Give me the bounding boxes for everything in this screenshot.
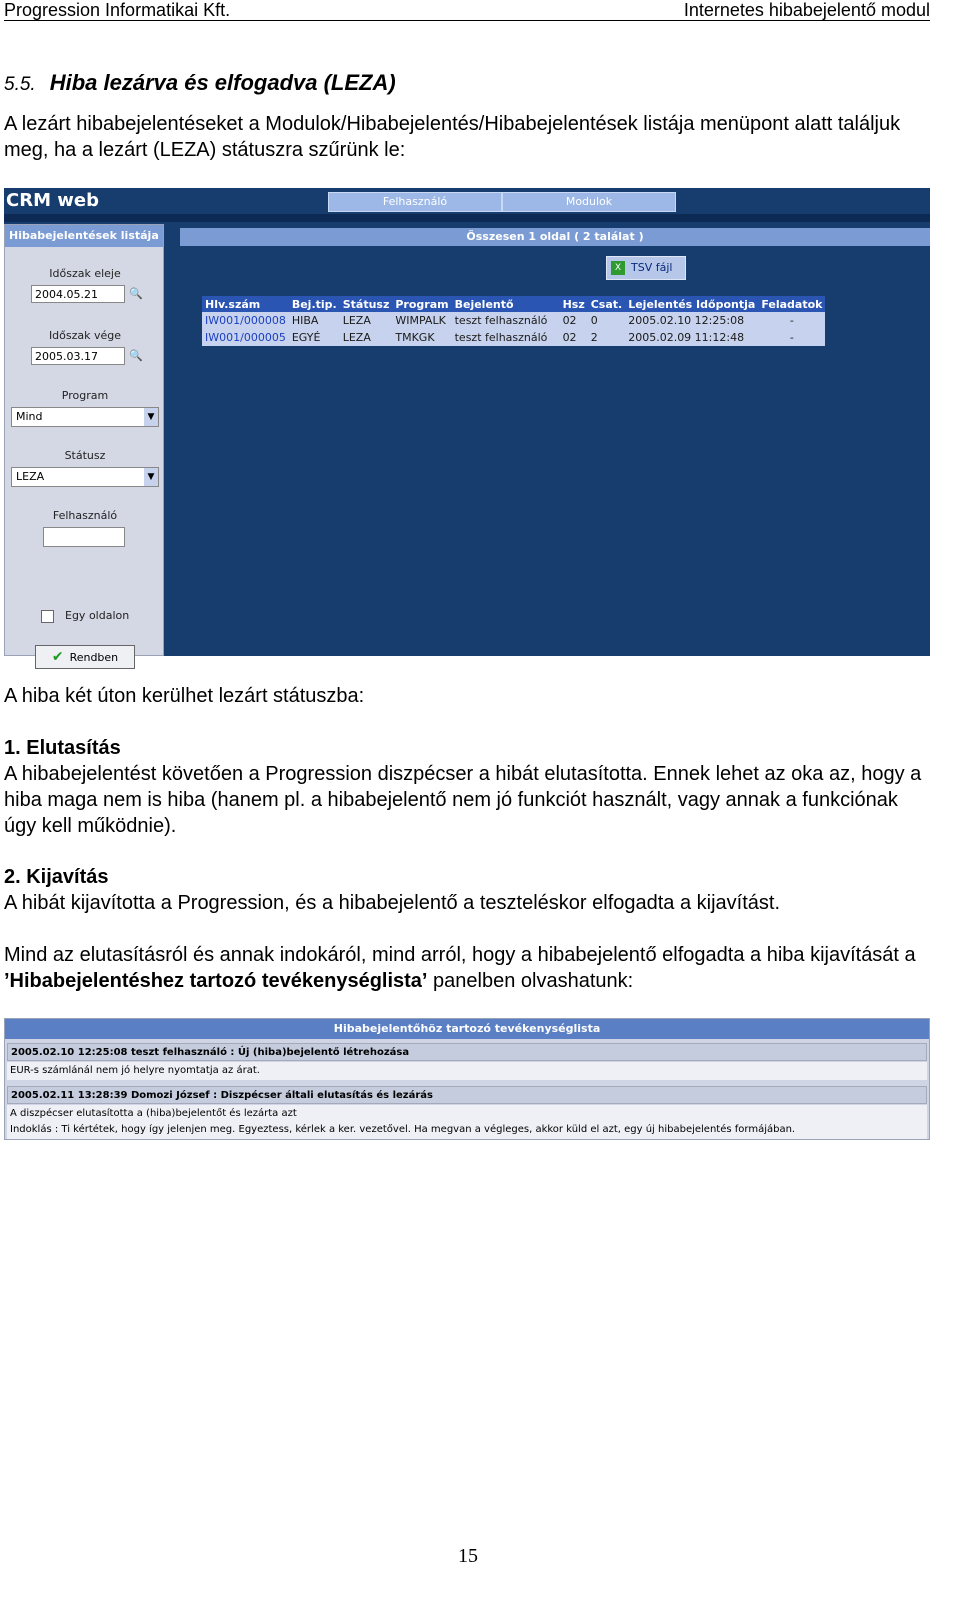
user-input[interactable] (43, 527, 125, 547)
cell: teszt felhasználó (452, 312, 560, 329)
item1-heading: 1. Elutasítás (4, 737, 121, 759)
cell: 2 (588, 329, 625, 346)
crm-strip (4, 214, 930, 222)
cell: 0 (588, 312, 625, 329)
ok-button-label: Rendben (69, 651, 119, 664)
cell: - (758, 329, 825, 346)
cell: 2005.02.09 11:12:48 (625, 329, 758, 346)
list-item: Indoklás : Ti kértétek, hogy így jelenjen meg. Egyeztess, kérlek a ker. vezetővel. Ha megvan a végleges, akkor küld el azt, egy új hibabejelentés formájában. (7, 1121, 927, 1139)
column-header[interactable]: Bejelentő (452, 296, 560, 312)
list-item: 2005.02.11 13:28:39 Domozi József : Diszpécser általi elutasítás és lezárás (7, 1086, 927, 1104)
intro-paragraph: A lezárt hibabejelentéseket a Modulok/Hibabejelentés/Hibabejelentések listája menüpont alatt találjuk meg, ha a lezárt (LEZA) státuszra szűrünk le: (4, 113, 901, 161)
crm-logo: CRM web (6, 190, 99, 211)
filter-sidebar (4, 224, 164, 665)
paragraph-two-ways: A hiba két úton kerülhet lezárt státuszba: (4, 685, 365, 707)
cell: EGYÉ (289, 329, 340, 346)
status-label: Státusz (64, 449, 106, 462)
chevron-down-icon[interactable]: ▼ (144, 468, 158, 486)
results-panel (180, 224, 930, 656)
column-header[interactable]: Státusz (340, 296, 393, 312)
column-header[interactable]: Hlv.szám (202, 296, 289, 312)
item2-text: A hibát kijavította a Progression, és a hibabejelentő a teszteléskor elfogadta a kijavítást. (4, 892, 781, 914)
cell: 2005.02.10 12:25:08 (625, 312, 758, 329)
activity-panel-name: ’Hibabejelentéshez tartozó tevékenységlista’ (4, 970, 428, 992)
excel-icon: X (611, 261, 625, 275)
item2-heading: 2. Kijavítás (4, 866, 109, 888)
tab-modulok[interactable]: Modulok (502, 192, 676, 212)
activity-paragraph (4, 942, 934, 994)
user-label: Felhasználó (52, 509, 118, 522)
header-company: Progression Informatikai Kft. (4, 0, 231, 20)
table-row[interactable] (202, 329, 825, 346)
cell: 02 (560, 329, 588, 346)
tsv-label: TSV fájl (631, 261, 673, 274)
results-table (202, 296, 825, 346)
page-header (4, 0, 930, 21)
crm-topbar (4, 188, 930, 214)
program-select-value: Mind (16, 410, 43, 423)
end-date-label: Időszak vége (48, 329, 122, 342)
activity-list-title: Hibabejelentőhöz tartozó tevékenységlista (5, 1019, 929, 1039)
column-header[interactable]: Hsz (560, 296, 588, 312)
tab-felhasznalo[interactable]: Felhasználó (328, 192, 502, 212)
column-header[interactable]: Lejelentés Időpontja (625, 296, 758, 312)
one-page-checkbox[interactable] (41, 610, 54, 623)
ok-button[interactable] (35, 645, 135, 669)
activity-list-screenshot (4, 1018, 930, 1140)
column-header[interactable]: Csat. (588, 296, 625, 312)
cell: LEZA (340, 312, 393, 329)
cell: - (758, 312, 825, 329)
chevron-down-icon[interactable]: ▼ (144, 408, 158, 426)
table-header-row (202, 296, 825, 312)
start-date-input[interactable]: 2004.05.21 (31, 285, 125, 303)
section-number: 5.5. (4, 74, 36, 95)
cell-id[interactable]: IW001/000005 (202, 329, 289, 346)
status-select-value: LEZA (16, 470, 45, 483)
results-summary: Összesen 1 oldal ( 2 találat ) (180, 228, 930, 246)
program-select[interactable] (11, 407, 159, 427)
table-row[interactable] (202, 312, 825, 329)
column-header[interactable]: Bej.tip. (289, 296, 340, 312)
section-title-text: Hiba lezárva és elfogadva (LEZA) (49, 70, 396, 95)
activity-paragraph-before: Mind az elutasításról és annak indokáról, mind arról, hogy a hibabejelentő elfogadta a hiba kijavítását a (4, 944, 916, 966)
list-item: A diszpécser elutasította a (hiba)bejelentőt és lezárta azt (7, 1105, 927, 1123)
cell: LEZA (340, 329, 393, 346)
item1-text: A hibabejelentést követően a Progression diszpécser a hibát elutasította. Ennek lehet az oka az, hogy a hiba maga nem is hiba (hanem pl. a hibabejelentő nem jó funkciót használt, vagy annak a funkciónak úgy kell működnie). (4, 763, 922, 837)
activity-paragraph-after: panelben olvashatunk: (427, 970, 634, 992)
cell: WIMPALK (392, 312, 451, 329)
one-page-label: Egy oldalon (65, 609, 130, 622)
page-number: 15 (458, 1545, 478, 1567)
cell: teszt felhasználó (452, 329, 560, 346)
start-date-label: Időszak eleje (49, 267, 121, 280)
crm-screenshot (4, 188, 930, 665)
search-icon[interactable]: 🔍 (129, 349, 143, 362)
end-date-input[interactable]: 2005.03.17 (31, 347, 125, 365)
program-label: Program (61, 389, 109, 402)
sidebar-title: Hibabejelentések listája (5, 225, 163, 247)
section-title (4, 70, 396, 96)
list-item: EUR-s számlánál nem jó helyre nyomtatja az árat. (7, 1062, 927, 1080)
tsv-export-button[interactable] (606, 256, 686, 280)
checkmark-icon: ✔ (51, 649, 64, 665)
cell: 02 (560, 312, 588, 329)
search-icon[interactable]: 🔍 (129, 287, 143, 300)
status-select[interactable] (11, 467, 159, 487)
header-module: Internetes hibabejelentő modul (683, 0, 930, 20)
cell: HIBA (289, 312, 340, 329)
cell-id[interactable]: IW001/000008 (202, 312, 289, 329)
column-header[interactable]: Feladatok (758, 296, 825, 312)
column-header[interactable]: Program (392, 296, 451, 312)
cell: TMKGK (392, 329, 451, 346)
list-item: 2005.02.10 12:25:08 teszt felhasználó : Új (hiba)bejelentő létrehozása (7, 1043, 927, 1061)
